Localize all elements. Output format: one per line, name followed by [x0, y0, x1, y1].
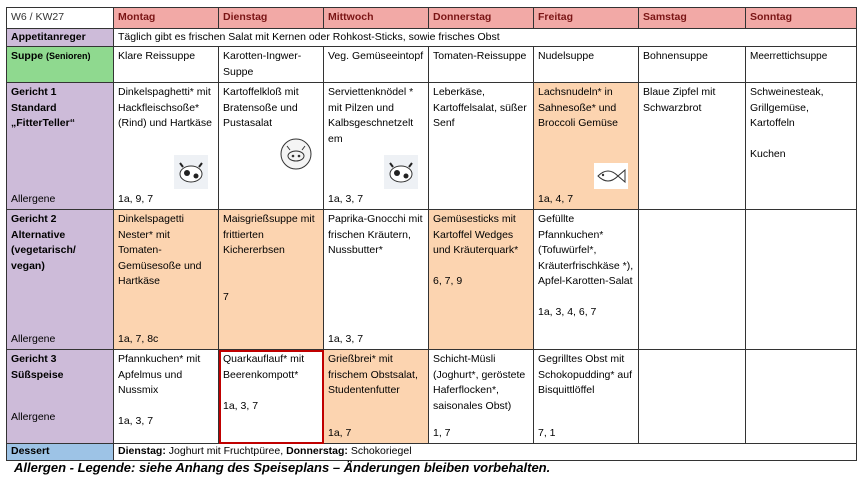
dish-cell: Dinkelspagetti Nester* mit Tomaten-Gemüsesoße und Hartkäse 1a, 7, 8c — [114, 210, 219, 350]
dish-cell: Pfannkuchen* mit Apfelmus und Nussmix 1a, 3, 7 — [114, 350, 219, 444]
dish-cell: Serviettenknödel * mit Pilzen und Kalbsgeschnetzelt em 1a, 3, 7 — [324, 83, 429, 210]
dish2-row — [7, 210, 857, 350]
soup-cell: Karotten-Ingwer-Suppe — [219, 47, 324, 83]
dessert-row — [7, 444, 857, 461]
dish-cell: Kartoffelkloß mit Bratensoße und Pustasalat — [219, 83, 324, 210]
dish-cell: Gegrilltes Obst mit Schokopudding* auf Bisquittlöffel 7, 1 — [534, 350, 639, 444]
soup-cell: Nudelsuppe — [534, 47, 639, 83]
day-header: Montag — [114, 8, 219, 29]
allergen-legend-note: Allergen - Legende: siehe Anhang des Speiseplans – Änderungen bleiben vorbehalten. — [14, 460, 551, 475]
soup-cell: Klare Reissuppe — [114, 47, 219, 83]
dish-cell-selected[interactable]: Quarkauflauf* mit Beerenkompott* 1a, 3, 7 — [219, 350, 324, 444]
dish3-label: Gericht 3 Süßspeise Allergene — [7, 350, 114, 444]
dish3-row — [7, 350, 857, 444]
dish-cell: Lachsnudeln* in Sahnesoße* und Broccoli Gemüse 1a, 4, 7 — [534, 83, 639, 210]
dish1-row — [7, 83, 857, 210]
day-header: Mittwoch — [324, 8, 429, 29]
dish-cell: Gefüllte Pfannkuchen* (Tofuwürfel*, Kräuterfrischkäse *), Apfel-Karotten-Salat 1a, 3, 4, 6, 7 — [534, 210, 639, 350]
day-header: Donnerstag — [429, 8, 534, 29]
soup-row — [7, 47, 857, 83]
dessert-label: Dessert — [7, 444, 114, 461]
dish-cell — [639, 350, 746, 444]
soup-cell: Meerrettichsuppe — [746, 47, 857, 83]
dish2-label: Gericht 2 Alternative (vegetarisch/ vegan) Allergene — [7, 210, 114, 350]
cow-icon — [174, 155, 208, 189]
dish-cell — [639, 210, 746, 350]
fish-icon — [594, 163, 628, 189]
day-header: Samstag — [639, 8, 746, 29]
dish-cell: Schweinesteak, Grillgemüse, Kartoffeln Kuchen — [746, 83, 857, 210]
dish-cell: Schicht-Müsli (Joghurt*, geröstete Haferflocken*, saisonales Obst) 1, 7 — [429, 350, 534, 444]
appetizer-row — [7, 28, 857, 47]
appetizer-label: Appetitanreger — [7, 28, 114, 47]
dish-cell — [746, 350, 857, 444]
soup-cell: Veg. Gemüseeintopf — [324, 47, 429, 83]
header-row — [7, 8, 857, 29]
appetizer-text: Täglich gibt es frischen Salat mit Kernen oder Rohkost-Sticks, sowie frisches Obst — [114, 28, 857, 47]
dish-cell: Blaue Zipfel mit Schwarzbrot — [639, 83, 746, 210]
day-header: Freitag — [534, 8, 639, 29]
dish-cell: Dinkelspaghetti* mit Hackfleischsoße* (Rind) und Hartkäse 1a, 9, 7 — [114, 83, 219, 210]
menu-table — [6, 7, 857, 461]
dish-cell — [746, 210, 857, 350]
week-label: W6 / KW27 — [7, 8, 114, 29]
dish-cell: Maisgrießsuppe mit frittierten Kichererbsen 7 — [219, 210, 324, 350]
pig-icon — [279, 137, 313, 171]
dish-cell: Leberkäse, Kartoffelsalat, süßer Senf — [429, 83, 534, 210]
dish-cell: Grießbrei* mit frischem Obstsalat, Studentenfutter 1a, 7 — [324, 350, 429, 444]
soup-cell: Bohnensuppe — [639, 47, 746, 83]
soup-cell: Tomaten-Reissuppe — [429, 47, 534, 83]
dish-cell: Gemüsesticks mit Kartoffel Wedges und Kräuterquark* 6, 7, 9 — [429, 210, 534, 350]
cow-icon — [384, 155, 418, 189]
dish1-label: Gericht 1 Standard „FitterTeller“ Allergene — [7, 83, 114, 210]
dish-cell: Paprika-Gnocchi mit frischen Kräutern, Nussbutter* 1a, 3, 7 — [324, 210, 429, 350]
dessert-text: Dienstag: Joghurt mit Fruchtpüree, Donnerstag: Schokoriegel — [114, 444, 857, 461]
day-header: Sonntag — [746, 8, 857, 29]
day-header: Dienstag — [219, 8, 324, 29]
soup-label: Suppe (Senioren) — [7, 47, 114, 83]
